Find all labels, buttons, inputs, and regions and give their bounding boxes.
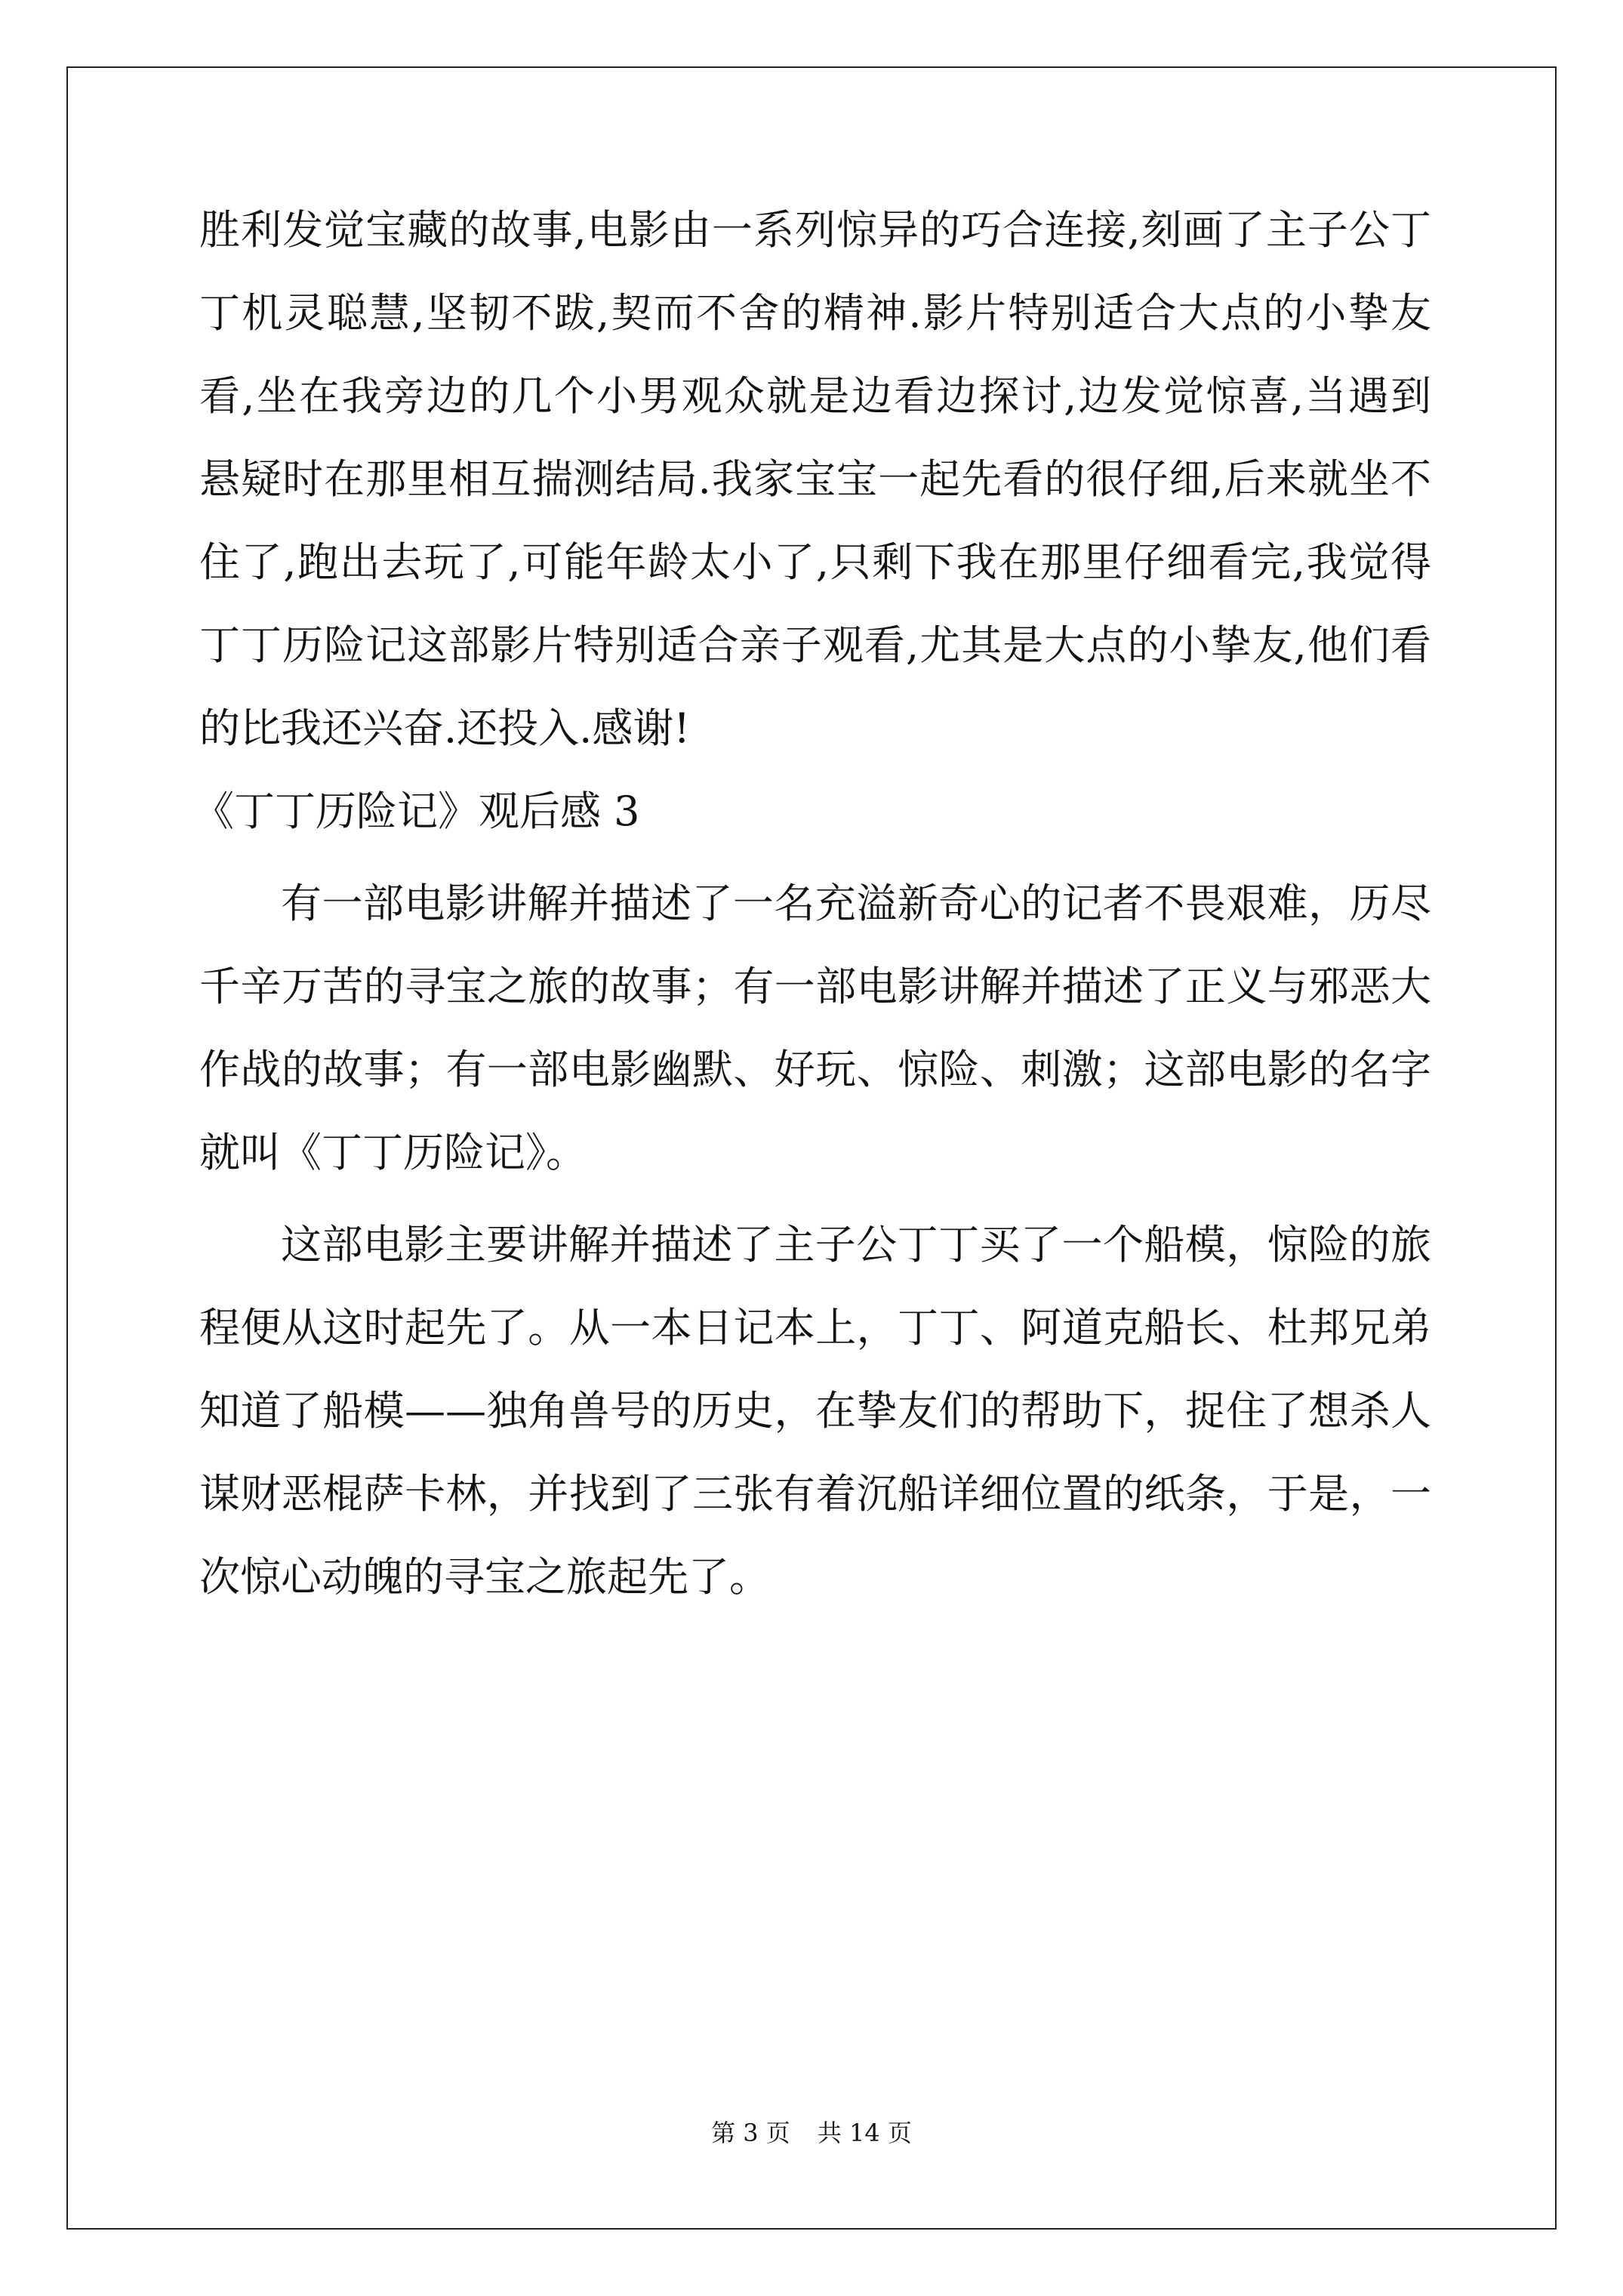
text-line: 程便从这时起先了。从一本日记本上，丁丁、阿道克船长、杜邦兄弟 [199, 1304, 1431, 1351]
text-line: 次惊心动魄的寻宝之旅起先了。 [199, 1553, 770, 1601]
page-number: 第 3 页 [711, 2119, 790, 2147]
text-line: 丁机灵聪慧,坚韧不跋,契而不舍的精神.影片特别适合大点的小挚友 [199, 289, 1431, 337]
page-total: 共 14 页 [817, 2119, 912, 2147]
text-line: 这部电影主要讲解并描述了主子公丁丁买了一个船模，惊险的旅 [281, 1221, 1431, 1268]
text-line: 作战的故事；有一部电影幽默、好玩、惊险、刺激；这部电影的名字 [199, 1046, 1431, 1093]
page-footer [0, 2118, 1623, 2148]
document-body [193, 189, 1431, 1619]
paragraph-continued [199, 189, 1431, 770]
paragraph-summary [199, 1203, 1431, 1619]
text-line: 就叫《丁丁历险记》。 [199, 1129, 587, 1176]
text-line: 谋财恶棍萨卡林，并找到了三张有着沉船详细位置的纸条，于是，一 [199, 1470, 1431, 1518]
text-line: 看,坐在我旁边的几个小男观众就是边看边探讨,边发觉惊喜,当遇到 [199, 372, 1431, 420]
text-line: 住了,跑出去玩了,可能年龄太小了,只剩下我在那里仔细看完,我觉得 [199, 538, 1431, 586]
text-line: 有一部电影讲解并描述了一名充溢新奇心的记者不畏艰难，历尽 [281, 880, 1431, 927]
text-line: 的比我还兴奋.还投入.感谢! [199, 704, 691, 752]
text-line: 知道了船模——独角兽号的历史，在挚友们的帮助下，捉住了想杀人 [199, 1387, 1431, 1435]
paragraph-intro [199, 862, 1431, 1194]
text-line: 胜利发觉宝藏的故事,电影由一系列惊异的巧合连接,刻画了主子公丁 [199, 206, 1431, 254]
text-line: 丁丁历险记这部影片特别适合亲子观看,尤其是大点的小挚友,他们看 [199, 621, 1431, 669]
section-heading: 《丁丁历险记》观后感 3 [193, 787, 640, 835]
text-line: 悬疑时在那里相互揣测结局.我家宝宝一起先看的很仔细,后来就坐不 [199, 455, 1431, 503]
text-line: 千辛万苦的寻宝之旅的故事；有一部电影讲解并描述了正义与邪恶大 [199, 963, 1431, 1010]
